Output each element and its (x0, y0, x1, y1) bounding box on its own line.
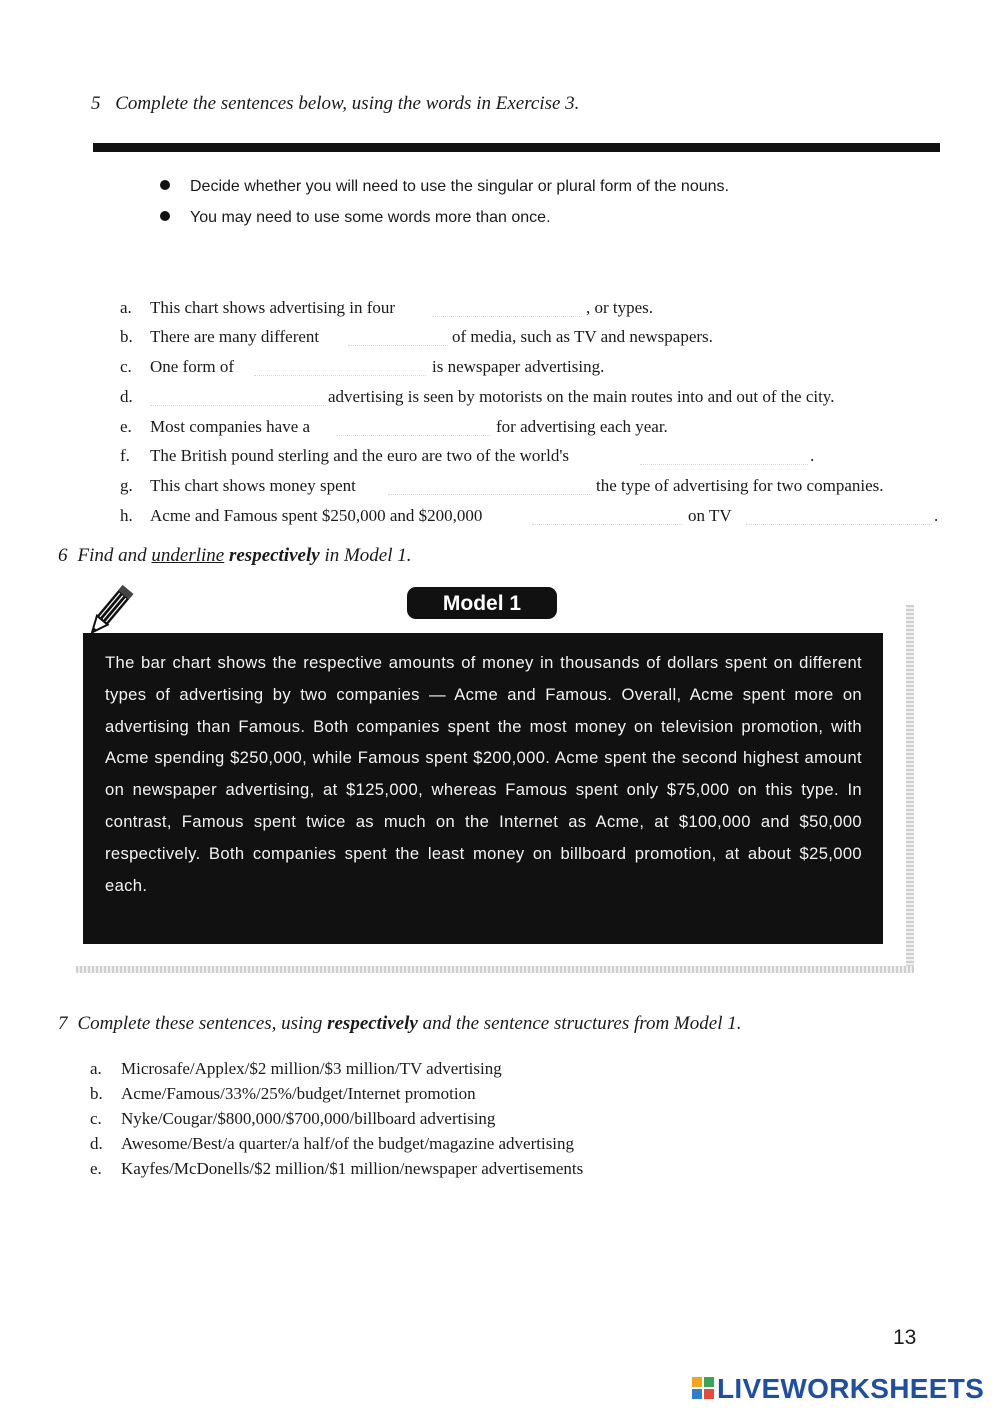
item-letter: f. (120, 446, 130, 465)
exercise-5-heading (91, 93, 579, 115)
item-letter: a. (90, 1059, 102, 1078)
answer-blank[interactable] (254, 361, 426, 376)
underline-keyword: underline (151, 545, 225, 566)
sentence-text-before: One form of (150, 357, 235, 376)
exercise-instruction-pre: Complete these sentences, using (77, 1013, 328, 1034)
answer-blank[interactable] (432, 302, 582, 317)
exercise-instruction-post: and the sentence structures from Model 1. (417, 1013, 742, 1034)
exercise-6-heading (58, 545, 412, 567)
page-number: 13 (893, 1326, 917, 1349)
bold-keyword: respectively (327, 1013, 418, 1034)
item-text: Microsafe/Applex/$2 million/$3 million/TV advertising (121, 1059, 502, 1078)
tip-text: Decide whether you will need to use the singular or plural form of the nouns. (190, 178, 729, 195)
bullet-icon (160, 180, 170, 190)
sentence-text-after: , or types. (586, 298, 654, 317)
tip-item (160, 209, 551, 227)
exercise-number: 5 (91, 93, 101, 114)
answer-blank[interactable] (532, 510, 682, 525)
sentence-text-before: This chart shows money spent (150, 476, 356, 495)
sentence-text-before: Most companies have a (150, 417, 311, 436)
item-letter: b. (120, 327, 133, 346)
sentence-text-end: . (934, 506, 939, 525)
sentence-text-after: of media, such as TV and newspapers. (452, 327, 713, 346)
answer-blank[interactable] (640, 450, 808, 465)
bullet-icon (160, 211, 170, 221)
item-letter: b. (90, 1084, 103, 1103)
bold-keyword: respectively (228, 545, 320, 566)
answer-blank[interactable] (746, 510, 932, 525)
item-text: Awesome/Best/a quarter/a half/of the budget/magazine advertising (121, 1134, 575, 1153)
exercise-instruction: Complete the sentences below, using the words in Exercise 3. (115, 93, 580, 114)
sentence-text-before: The British pound sterling and the euro are two of the world's (150, 446, 569, 465)
item-letter: c. (120, 357, 132, 376)
item-letter: h. (120, 506, 133, 525)
sentence-text-after: advertising is seen by motorists on the main routes into and out of the city. (328, 387, 835, 406)
model-shadow (906, 605, 914, 972)
pencil-icon (82, 583, 138, 639)
item-letter: e. (90, 1159, 102, 1178)
sentence-text-after: the type of advertising for two companies. (596, 476, 884, 495)
exercise-number: 7 (58, 1013, 68, 1034)
exercise-7-heading (58, 1013, 741, 1035)
model-shadow (76, 966, 914, 973)
sentence-text-before: This chart shows advertising in four (150, 298, 396, 317)
sentence-text-after: . (810, 446, 815, 465)
sentence-text-after: is newspaper advertising. (432, 357, 605, 376)
tip-item (160, 178, 729, 196)
tip-text: You may need to use some words more than once. (190, 209, 551, 226)
item-letter: d. (90, 1134, 103, 1153)
model-text-box (83, 633, 883, 944)
model-title: Model 1 (407, 587, 557, 619)
exercise-number: 6 (58, 545, 68, 566)
item-letter: e. (120, 417, 132, 436)
liveworksheets-icon (692, 1377, 714, 1399)
answer-blank[interactable] (348, 331, 448, 346)
item-letter: a. (120, 298, 132, 317)
exercise-instruction-post: in Model 1. (319, 545, 412, 566)
model-text: The bar chart shows the respective amounts of money in thousands of dollars spent on different types of advertising by two companies — Acme and Famous. Overall, Acme spent more on advertising than Famous. Both companies spent the most money on television promotion, with Acme spending $250,000, while Famous spent $200,000. Acme spent the second highest amount on newspaper advertising, at $125,000, whereas Famous spent only $75,000 on this type. In contrast, Famous spent twice as much on the Internet as Acme, at $100,000 and $50,000 respectively. Both companies spent the least money on billboard promotion, at about $25,000 each. (105, 653, 862, 895)
item-letter: g. (120, 476, 133, 495)
item-letter: c. (90, 1109, 102, 1128)
brand-logo[interactable] (692, 1373, 984, 1405)
answer-blank[interactable] (150, 391, 326, 406)
item-text: Kayfes/McDonells/$2 million/$1 million/newspaper advertisements (121, 1159, 584, 1178)
answer-blank[interactable] (388, 480, 592, 495)
brand-name: LIVEWORKSHEETS (717, 1373, 985, 1404)
sentence-text-after: for advertising each year. (496, 417, 668, 436)
sentence-text-after: on TV (688, 506, 732, 525)
item-text: Acme/Famous/33%/25%/budget/Internet promotion (121, 1084, 476, 1103)
section-divider (93, 143, 940, 152)
answer-blank[interactable] (336, 421, 490, 436)
sentence-text-before: There are many different (150, 327, 320, 346)
item-letter: d. (120, 387, 133, 406)
item-text: Nyke/Cougar/$800,000/$700,000/billboard advertising (121, 1109, 496, 1128)
exercise-instruction-pre: Find and (77, 545, 152, 566)
sentence-text-before: Acme and Famous spent $250,000 and $200,000 (150, 506, 483, 525)
